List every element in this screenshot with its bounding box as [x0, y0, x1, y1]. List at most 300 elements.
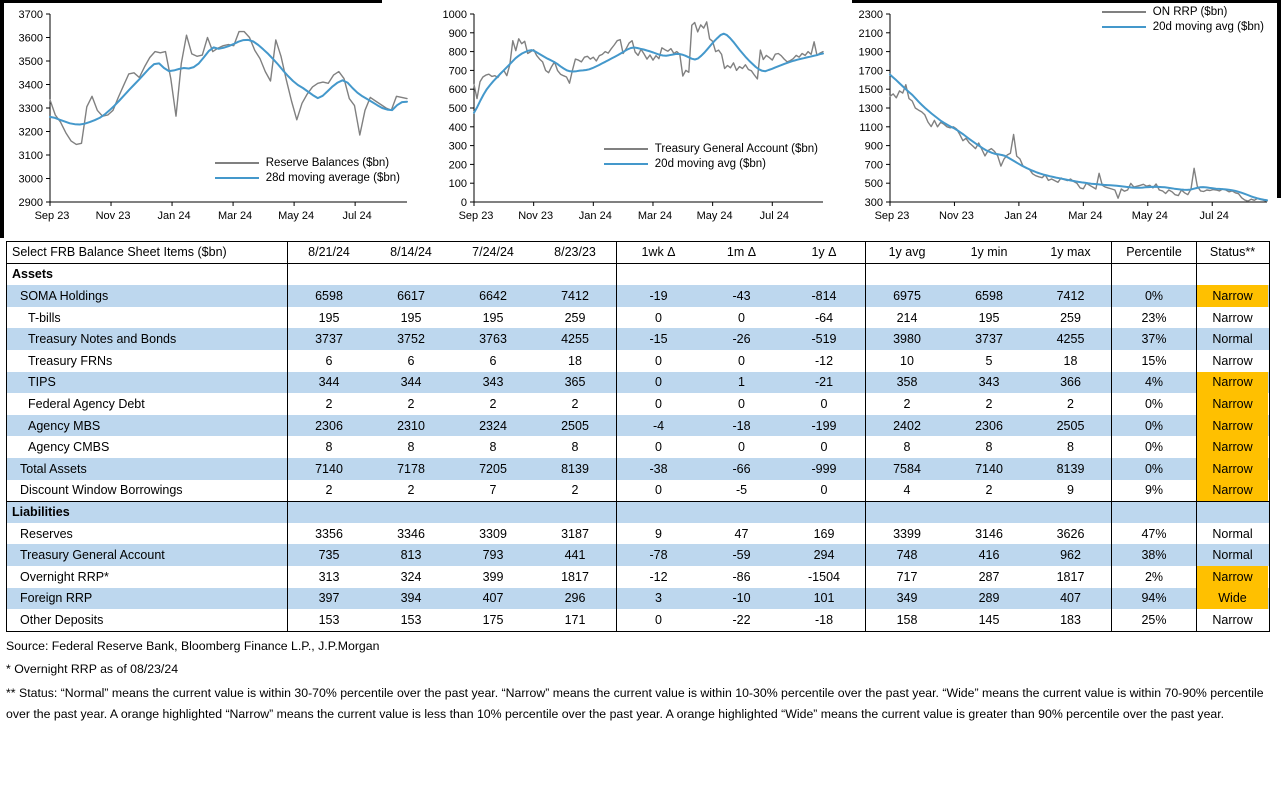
table-cell: 2306	[975, 418, 1003, 433]
table-cell: 3399	[893, 526, 921, 541]
table-cell: 214	[896, 310, 918, 325]
table-row	[7, 393, 1269, 415]
legend-line-swatch	[604, 163, 648, 165]
table-cell: 324	[400, 569, 422, 584]
table-cell: 717	[896, 569, 918, 584]
table-cell: -18	[783, 609, 866, 631]
column-header: Status**	[1209, 245, 1256, 260]
table-cell: 2	[903, 396, 911, 411]
on-rrp-chart	[848, 6, 1272, 228]
table-cell: -5	[735, 483, 748, 498]
row-label: Agency CMBS	[7, 436, 288, 458]
table-cell: -64	[783, 307, 866, 329]
table-cell: 2310	[397, 418, 425, 433]
table-cell: 0	[655, 375, 662, 390]
column-header: 1y min	[970, 245, 1008, 260]
table-cell: 153	[400, 612, 422, 627]
chart-legend	[604, 143, 818, 170]
table-cell: 0	[738, 310, 745, 325]
table-cell: 7178	[397, 461, 425, 476]
balance-sheet-table	[6, 241, 1270, 632]
table-cell: 366	[1030, 372, 1112, 394]
status-cell: Narrow	[1197, 480, 1268, 502]
svg-text:500: 500	[448, 103, 467, 115]
table-cell: 0%	[1112, 285, 1197, 307]
table-cell	[452, 502, 534, 523]
frame-left-bar	[0, 0, 4, 238]
table-cell: 1817	[534, 566, 617, 588]
table-cell: 8	[407, 440, 415, 455]
table-cell: 6	[407, 353, 415, 368]
table-cell: -66	[732, 461, 751, 476]
status-cell: Narrow	[1197, 372, 1268, 394]
table-cell: 4%	[1112, 372, 1197, 394]
table-cell: 287	[978, 569, 1000, 584]
column-header: 1y max	[1030, 242, 1112, 263]
table-cell	[866, 264, 948, 286]
svg-text:3700: 3700	[18, 9, 43, 21]
svg-text:200: 200	[448, 159, 467, 172]
table-cell: 2324	[479, 418, 507, 433]
legend-item	[215, 157, 400, 169]
table-cell: 9%	[1112, 480, 1197, 502]
table-cell: 2	[489, 396, 497, 411]
table-cell: 0	[655, 440, 662, 455]
svg-text:Mar 24: Mar 24	[1068, 210, 1103, 222]
table-cell: 289	[978, 591, 1000, 606]
table-cell: 0	[655, 483, 662, 498]
table-cell: -1504	[783, 566, 866, 588]
table-cell: 0	[783, 393, 866, 415]
table-cell: 344	[318, 375, 340, 390]
svg-text:600: 600	[448, 84, 467, 97]
table-cell: 2	[1030, 393, 1112, 415]
table-cell: 3309	[479, 526, 507, 541]
table-cell: 2	[534, 480, 617, 502]
status-cell: Narrow	[1197, 566, 1268, 588]
table-cell: 394	[400, 591, 422, 606]
table-row	[7, 307, 1269, 329]
table-cell: 2	[325, 483, 333, 498]
table-cell	[452, 264, 534, 286]
table-cell: 2	[985, 483, 993, 498]
table-cell: 4255	[1030, 328, 1112, 350]
table-cell: 7412	[1030, 285, 1112, 307]
svg-text:700: 700	[448, 65, 467, 78]
table-cell	[1030, 264, 1112, 286]
status-cell: Wide	[1197, 588, 1268, 610]
legend-label: Reserve Balances ($bn)	[265, 157, 390, 169]
table-cell: 259	[1030, 307, 1112, 329]
table-cell: 8	[534, 436, 617, 458]
svg-text:1700: 1700	[858, 65, 883, 78]
table-cell: 6975	[893, 288, 921, 303]
status-cell: Narrow	[1212, 612, 1253, 627]
table-cell: 0	[655, 353, 662, 368]
table-cell: 2402	[893, 418, 921, 433]
table-cell: -999	[783, 458, 866, 480]
svg-text:300: 300	[448, 140, 467, 153]
table-cell: 6598	[975, 288, 1003, 303]
table-cell: 313	[318, 569, 340, 584]
legend-label: 20d moving avg ($bn)	[1152, 21, 1264, 33]
column-header: 8/23/23	[534, 242, 617, 263]
reserve-balances-chart	[8, 6, 412, 228]
row-label: Reserves	[7, 523, 288, 545]
table-cell: 169	[783, 523, 866, 545]
table-cell: 7205	[479, 461, 507, 476]
table-cell: 23%	[1112, 307, 1197, 329]
chart-canvas	[432, 6, 828, 228]
table-cell: -15	[649, 332, 668, 347]
legend-line-swatch	[604, 148, 648, 150]
table-cell: 358	[896, 375, 918, 390]
table-cell: 3737	[315, 332, 343, 347]
table-cell: 18	[534, 350, 617, 372]
legend-label: ON RRP ($bn)	[1152, 6, 1228, 18]
table-cell: 2306	[315, 418, 343, 433]
svg-text:2100: 2100	[858, 27, 883, 40]
table-cell: 8	[903, 440, 911, 455]
table-cell: 3146	[975, 526, 1003, 541]
table-cell: 195	[400, 310, 422, 325]
table-cell: 1	[738, 375, 745, 390]
svg-text:Nov 23: Nov 23	[939, 210, 974, 222]
table-cell	[948, 264, 1030, 286]
table-cell: 407	[1030, 588, 1112, 610]
table-cell: 8	[1030, 436, 1112, 458]
table-cell: 0	[738, 396, 745, 411]
table-cell: 3626	[1030, 523, 1112, 545]
table-cell: -12	[649, 569, 668, 584]
table-row	[7, 285, 1269, 307]
row-label: Treasury General Account	[7, 544, 288, 566]
table-cell	[370, 502, 452, 523]
table-cell: 2	[325, 396, 333, 411]
table-cell: 3346	[397, 526, 425, 541]
svg-text:1500: 1500	[858, 84, 883, 97]
svg-text:2900: 2900	[18, 197, 43, 209]
table-cell: -10	[732, 591, 751, 606]
table-cell: 6642	[479, 288, 507, 303]
row-label: TIPS	[7, 372, 288, 394]
table-cell: 9	[1030, 480, 1112, 502]
table-cell: 0	[655, 612, 662, 627]
table-row	[7, 588, 1269, 610]
chart-canvas	[8, 6, 412, 228]
section-row	[7, 501, 1269, 523]
svg-text:Jul 24: Jul 24	[1199, 210, 1229, 222]
column-header: 1wk Δ	[641, 245, 676, 260]
table-cell: 6	[489, 353, 497, 368]
table-cell: 0%	[1112, 458, 1197, 480]
table-cell: 2	[985, 396, 993, 411]
svg-text:800: 800	[448, 46, 467, 59]
table-cell: 7140	[975, 461, 1003, 476]
table-cell: 0%	[1112, 393, 1197, 415]
table-cell: 18	[1030, 350, 1112, 372]
table-cell: 343	[482, 375, 504, 390]
chart-legend	[215, 157, 400, 184]
row-label: Overnight RRP*	[7, 566, 288, 588]
table-cell: 3356	[315, 526, 343, 541]
table-cell: 8	[985, 440, 993, 455]
table-cell: 94%	[1112, 588, 1197, 610]
table-cell	[700, 502, 783, 523]
table-cell: 145	[978, 612, 1000, 627]
column-header: 1m Δ	[726, 245, 757, 260]
svg-text:Jan 24: Jan 24	[1004, 210, 1038, 222]
svg-text:1000: 1000	[442, 9, 467, 21]
legend-label: Treasury General Account ($bn)	[654, 143, 818, 155]
table-cell: 0	[783, 436, 866, 458]
table-cell: 1817	[1030, 566, 1112, 588]
table-cell: 2	[407, 396, 415, 411]
table-cell: 735	[318, 548, 340, 563]
column-header: 7/24/24	[472, 245, 514, 260]
table-row	[7, 350, 1269, 372]
table-cell: -814	[783, 285, 866, 307]
table-cell: 195	[978, 310, 1000, 325]
svg-text:500: 500	[864, 178, 883, 191]
table-cell: 962	[1030, 544, 1112, 566]
table-cell: 101	[783, 588, 866, 610]
svg-text:3600: 3600	[18, 32, 43, 45]
status-definition-note: ** Status: “Normal” means the current value is within 30-70% percentile over the past year. “Narrow” means the current value is within 10-30% percentile over the past year. “Wide” means the current value is within 70-90% percentile over the past year. A orange highlighted “Narrow” means the current value is less than 10% percentile over the past year. A orange highlighted “Wide” means the current value is greater than 90% percentile over the past year.	[6, 686, 1264, 721]
table-cell	[948, 502, 1030, 523]
svg-text:900: 900	[864, 140, 883, 153]
table-cell: 349	[896, 591, 918, 606]
table-cell: 793	[482, 548, 504, 563]
table-cell: 0%	[1112, 415, 1197, 437]
table-cell: -519	[783, 328, 866, 350]
table-cell: 47%	[1112, 523, 1197, 545]
row-label: Discount Window Borrowings	[7, 480, 288, 502]
svg-text:Sep 23: Sep 23	[34, 210, 70, 222]
svg-text:Jan 24: Jan 24	[578, 210, 612, 222]
table-cell: -18	[732, 418, 751, 433]
table-cell: 47	[734, 526, 749, 541]
svg-text:Nov 23: Nov 23	[518, 210, 554, 222]
table-cell: 175	[482, 612, 504, 627]
status-cell: Normal	[1212, 526, 1253, 541]
table-cell	[866, 502, 948, 523]
table-cell	[370, 264, 452, 286]
svg-text:0: 0	[460, 197, 467, 209]
table-cell: 3	[655, 591, 662, 606]
table-cell: 25%	[1112, 609, 1197, 631]
overnight-rrp-note: * Overnight RRP as of 08/23/24	[6, 662, 179, 676]
table-cell: 2%	[1112, 566, 1197, 588]
svg-text:900: 900	[448, 27, 467, 40]
row-label: Agency MBS	[7, 415, 288, 437]
svg-text:1300: 1300	[858, 103, 883, 115]
svg-text:3300: 3300	[18, 103, 43, 115]
svg-text:Nov 23: Nov 23	[95, 210, 131, 222]
table-cell: 6617	[397, 288, 425, 303]
table-cell: 195	[318, 310, 340, 325]
svg-text:Jan 24: Jan 24	[157, 210, 191, 222]
table-cell: 4	[903, 483, 911, 498]
table-cell: 365	[534, 372, 617, 394]
table-cell: 0	[738, 353, 745, 368]
svg-text:Mar 24: Mar 24	[217, 210, 253, 222]
svg-text:Mar 24: Mar 24	[637, 210, 673, 222]
table-cell: 0	[738, 440, 745, 455]
legend-item	[215, 172, 400, 184]
row-label: Treasury Notes and Bonds	[7, 328, 288, 350]
table-cell: -86	[732, 569, 751, 584]
table-cell	[617, 502, 700, 523]
status-cell	[1197, 264, 1268, 286]
legend-line-swatch	[215, 162, 259, 164]
table-cell: -21	[783, 372, 866, 394]
table-cell: 0	[655, 310, 662, 325]
svg-text:Sep 23: Sep 23	[874, 210, 910, 222]
table-cell: 3980	[893, 332, 921, 347]
column-header: 1y Δ	[783, 242, 866, 263]
svg-text:3400: 3400	[18, 79, 43, 92]
table-cell: 153	[318, 612, 340, 627]
table-cell	[1030, 502, 1112, 523]
legend-line-swatch	[215, 177, 259, 179]
table-cell: 2	[407, 483, 415, 498]
table-cell: -26	[732, 332, 751, 347]
table-cell	[288, 502, 370, 523]
legend-label: 28d moving average ($bn)	[265, 172, 400, 184]
table-cell: 3187	[534, 523, 617, 545]
row-label: Total Assets	[7, 458, 288, 480]
table-cell: 4255	[534, 328, 617, 350]
table-cell: -12	[783, 350, 866, 372]
row-label: Other Deposits	[7, 609, 288, 631]
table-cell: 416	[978, 548, 1000, 563]
table-cell: -22	[732, 612, 751, 627]
legend-line-swatch	[1102, 26, 1146, 28]
svg-text:300: 300	[864, 197, 883, 209]
svg-text:May 24: May 24	[278, 210, 315, 222]
table-cell: 3737	[975, 332, 1003, 347]
table-cell: 407	[482, 591, 504, 606]
legend-item	[1102, 21, 1264, 33]
row-label: T-bills	[7, 307, 288, 329]
svg-text:700: 700	[864, 159, 883, 172]
table-cell: 9	[655, 526, 662, 541]
legend-line-swatch	[1102, 11, 1146, 13]
row-label: Federal Agency Debt	[7, 393, 288, 415]
svg-text:Jul 24: Jul 24	[342, 210, 372, 222]
table-row	[7, 415, 1269, 437]
svg-text:Jul 24: Jul 24	[759, 210, 789, 222]
status-cell: Narrow	[1197, 436, 1268, 458]
table-cell: 6598	[315, 288, 343, 303]
table-cell: 8	[489, 440, 497, 455]
table-cell: 7140	[315, 461, 343, 476]
legend-item	[1102, 6, 1264, 18]
table-cell: 7	[489, 483, 497, 498]
table-cell: 8139	[534, 458, 617, 480]
status-cell: Narrow	[1197, 415, 1268, 437]
table-cell: -43	[732, 288, 751, 303]
frame-top-right-line	[852, 0, 1281, 3]
chart-canvas	[848, 6, 1272, 228]
table-cell	[534, 502, 617, 523]
svg-text:3100: 3100	[18, 150, 43, 162]
table-cell	[1112, 502, 1197, 523]
row-label: Foreign RRP	[7, 588, 288, 610]
svg-text:1900: 1900	[858, 46, 883, 59]
svg-text:Sep 23: Sep 23	[458, 210, 494, 222]
table-cell: -19	[649, 288, 668, 303]
status-cell	[1197, 502, 1268, 523]
table-cell: 344	[400, 375, 422, 390]
legend-item	[604, 143, 818, 155]
table-cell: 195	[482, 310, 504, 325]
svg-text:May 24: May 24	[1131, 210, 1168, 222]
table-cell	[1112, 264, 1197, 286]
table-cell: 0%	[1112, 436, 1197, 458]
column-header: 1y avg	[888, 245, 926, 260]
column-header: Percentile	[1112, 242, 1197, 263]
row-label: Assets	[7, 264, 288, 286]
table-cell: -38	[649, 461, 668, 476]
table-cell: -59	[732, 548, 751, 563]
table-cell: 38%	[1112, 544, 1197, 566]
chart-legend	[1102, 6, 1264, 33]
table-cell: 183	[1030, 609, 1112, 631]
table-cell: 3763	[479, 332, 507, 347]
table-row	[7, 544, 1269, 566]
table-cell: 441	[534, 544, 617, 566]
table-cell: 10	[900, 353, 914, 368]
table-cell: 2	[534, 393, 617, 415]
row-label: SOMA Holdings	[7, 285, 288, 307]
svg-text:3200: 3200	[18, 126, 43, 139]
table-header-row	[7, 242, 1269, 264]
row-label: Liabilities	[7, 502, 288, 523]
status-cell: Narrow	[1212, 353, 1253, 368]
table-cell: 8	[325, 440, 333, 455]
table-cell: 397	[318, 591, 340, 606]
column-header: Select FRB Balance Sheet Items ($bn)	[7, 242, 288, 263]
svg-text:3000: 3000	[18, 173, 43, 186]
svg-text:2300: 2300	[858, 9, 883, 21]
table-cell: 2505	[1030, 415, 1112, 437]
status-cell: Normal	[1212, 548, 1253, 563]
table-cell: 813	[400, 548, 422, 563]
column-header: 8/21/24	[308, 245, 350, 260]
status-cell: Narrow	[1212, 310, 1253, 325]
svg-text:400: 400	[448, 121, 467, 134]
table-cell: 5	[985, 353, 993, 368]
table-cell: 296	[534, 588, 617, 610]
table-cell	[534, 264, 617, 286]
frame-right-bar	[1277, 0, 1281, 198]
status-cell: Normal	[1212, 332, 1253, 347]
table-row	[7, 328, 1269, 350]
table-cell: 343	[978, 375, 1000, 390]
table-cell	[783, 264, 866, 286]
table-row	[7, 609, 1269, 631]
table-row	[7, 523, 1269, 545]
frame-top-left-line	[0, 0, 382, 3]
table-cell: 8139	[1030, 458, 1112, 480]
table-row	[7, 372, 1269, 394]
table-cell	[700, 264, 783, 286]
table-cell: 399	[482, 569, 504, 584]
table-cell: 0	[783, 480, 866, 502]
status-cell: Narrow	[1197, 393, 1268, 415]
